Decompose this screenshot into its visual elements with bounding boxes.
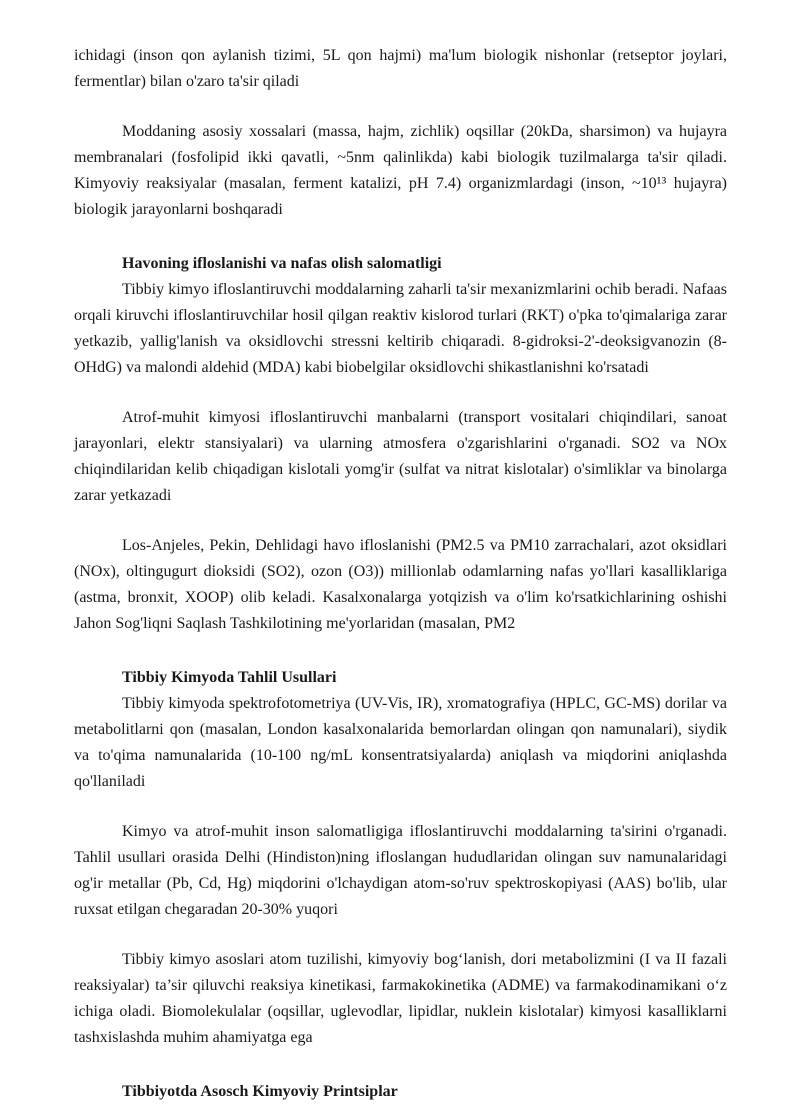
section-heading-analysis-methods: Tibbiy Kimyoda Tahlil Usullari: [122, 669, 337, 686]
section-heading-chemical-principles: Tibbiyotda Asosch Kimyoviy Printsiplar: [122, 1083, 398, 1100]
paragraph-heavy-metals: Kimyo va atrof-muhit inson salomatligiga ifloslantiruvchi moddalarning ta'sirini o'rganadi. Tahlil usullari orasida Delhi (Hindiston)ning ifloslangan hududlaridan olingan suv namunalaridagi og'ir metallar (Pb, Cd, Hg) miqdorini o'lchaydigan atom-so'ruv spektroskopiyasi (AAS) bo'lib, ular ruxsat etilgan chegaradan 20-30% yuqori: [74, 823, 727, 918]
paragraph-continuation: ichidagi (inson qon aylanish tizimi, 5L qon hajmi) ma'lum biologik nishonlar (retseptor joylari, fermentlar) bilan o'zaro ta'sir qiladi: [74, 47, 727, 90]
paragraph-matter-properties: Moddaning asosiy xossalari (massa, hajm, zichlik) oqsillar (20kDa, sharsimon) va hujayra membranalari (fosfolipid ikki qavatli, ~5nm qalinlikda) kabi biologik tuzilmalarga ta'sir qiladi. Kimyoviy reaksiyalar (masalan, ferment katalizi, pH 7.4) organizmlardagi (inson, ~10¹³ hujayra) biologik jarayonlarni boshqaradi: [74, 123, 727, 218]
paragraph-spectrophotometry: Tibbiy kimyoda spektrofotometriya (UV-Vis, IR), xromatografiya (HPLC, GC-MS) dorilar va metabolitlarni qon (masalan, London kasalxonalarida bemorlardan olingan qon namunalari), siydik va to'qima namunalarida (10-100 ng/mL konsentratsiyalarda) aniqlash va miqdorini aniqlashda qo'llaniladi: [74, 695, 727, 790]
section-heading-air-pollution: Havoning ifloslanishi va nafas olish salomatligi: [122, 255, 442, 272]
paragraph-medical-chemistry-basics: Tibbiy kimyo asoslari atom tuzilishi, kimyoviy bog‘lanish, dori metabolizmini (I va II fazali reaksiyalar) ta’sir qiluvchi reaksiya kinetikasi, farmakokinetika (ADME) va farmakodinamikani o‘z ichiga oladi. Biomolekulalar (oqsillar, uglevodlar, lipidlar, nuklein kislotalar) kimyosi kasalliklarni tashxislashda muhim ahamiyatga ega: [74, 951, 727, 1046]
paragraph-environmental-chemistry: Atrof-muhit kimyosi ifloslantiruvchi manbalarni (transport vositalari chiqindilari, sanoat jarayonlari, elektr stansiyalari) va ularning atmosfera o'zgarishlarini o'rganadi. SO2 va NOx chiqindilaridan kelib chiqadigan kislotali yomg'ir (sulfat va nitrat kislotalar) o'simliklar va binolarga zarar yetkazadi: [74, 409, 727, 504]
paragraph-city-pollution: Los-Anjeles, Pekin, Dehlidagi havo ifloslanishi (PM2.5 va PM10 zarrachalari, azot oksidlari (NOx), oltingugurt dioksidi (SO2), ozon (O3)) millionlab odamlarning nafas yo'llari kasalliklariga (astma, bronxit, XOOP) olib keladi. Kasalxonalarga yotqizish va o'lim ko'rsatkichlarining oshishi Jahon Sog'liqni Saqlash Tashkilotining me'yorlaridan (masalan, PM2: [74, 537, 727, 632]
paragraph-toxic-mechanisms: Tibbiy kimyo ifloslantiruvchi moddalarning zaharli ta'sir mexanizmlarini ochib beradi. Nafaas orqali kiruvchi ifloslantiruvchilar hosil qilgan reaktiv kislorod turlari (RKT) o'pka to'qimalariga zarar yetkazib, yallig'lanish va oksidlovchi stressni keltirib chiqaradi. 8-gidroksi-2'-deoksigvanozin (8-OHdG) va malondi aldehid (MDA) kabi biobelgilar oksidlovchi shikastlanishni ko'rsatadi: [74, 281, 727, 376]
